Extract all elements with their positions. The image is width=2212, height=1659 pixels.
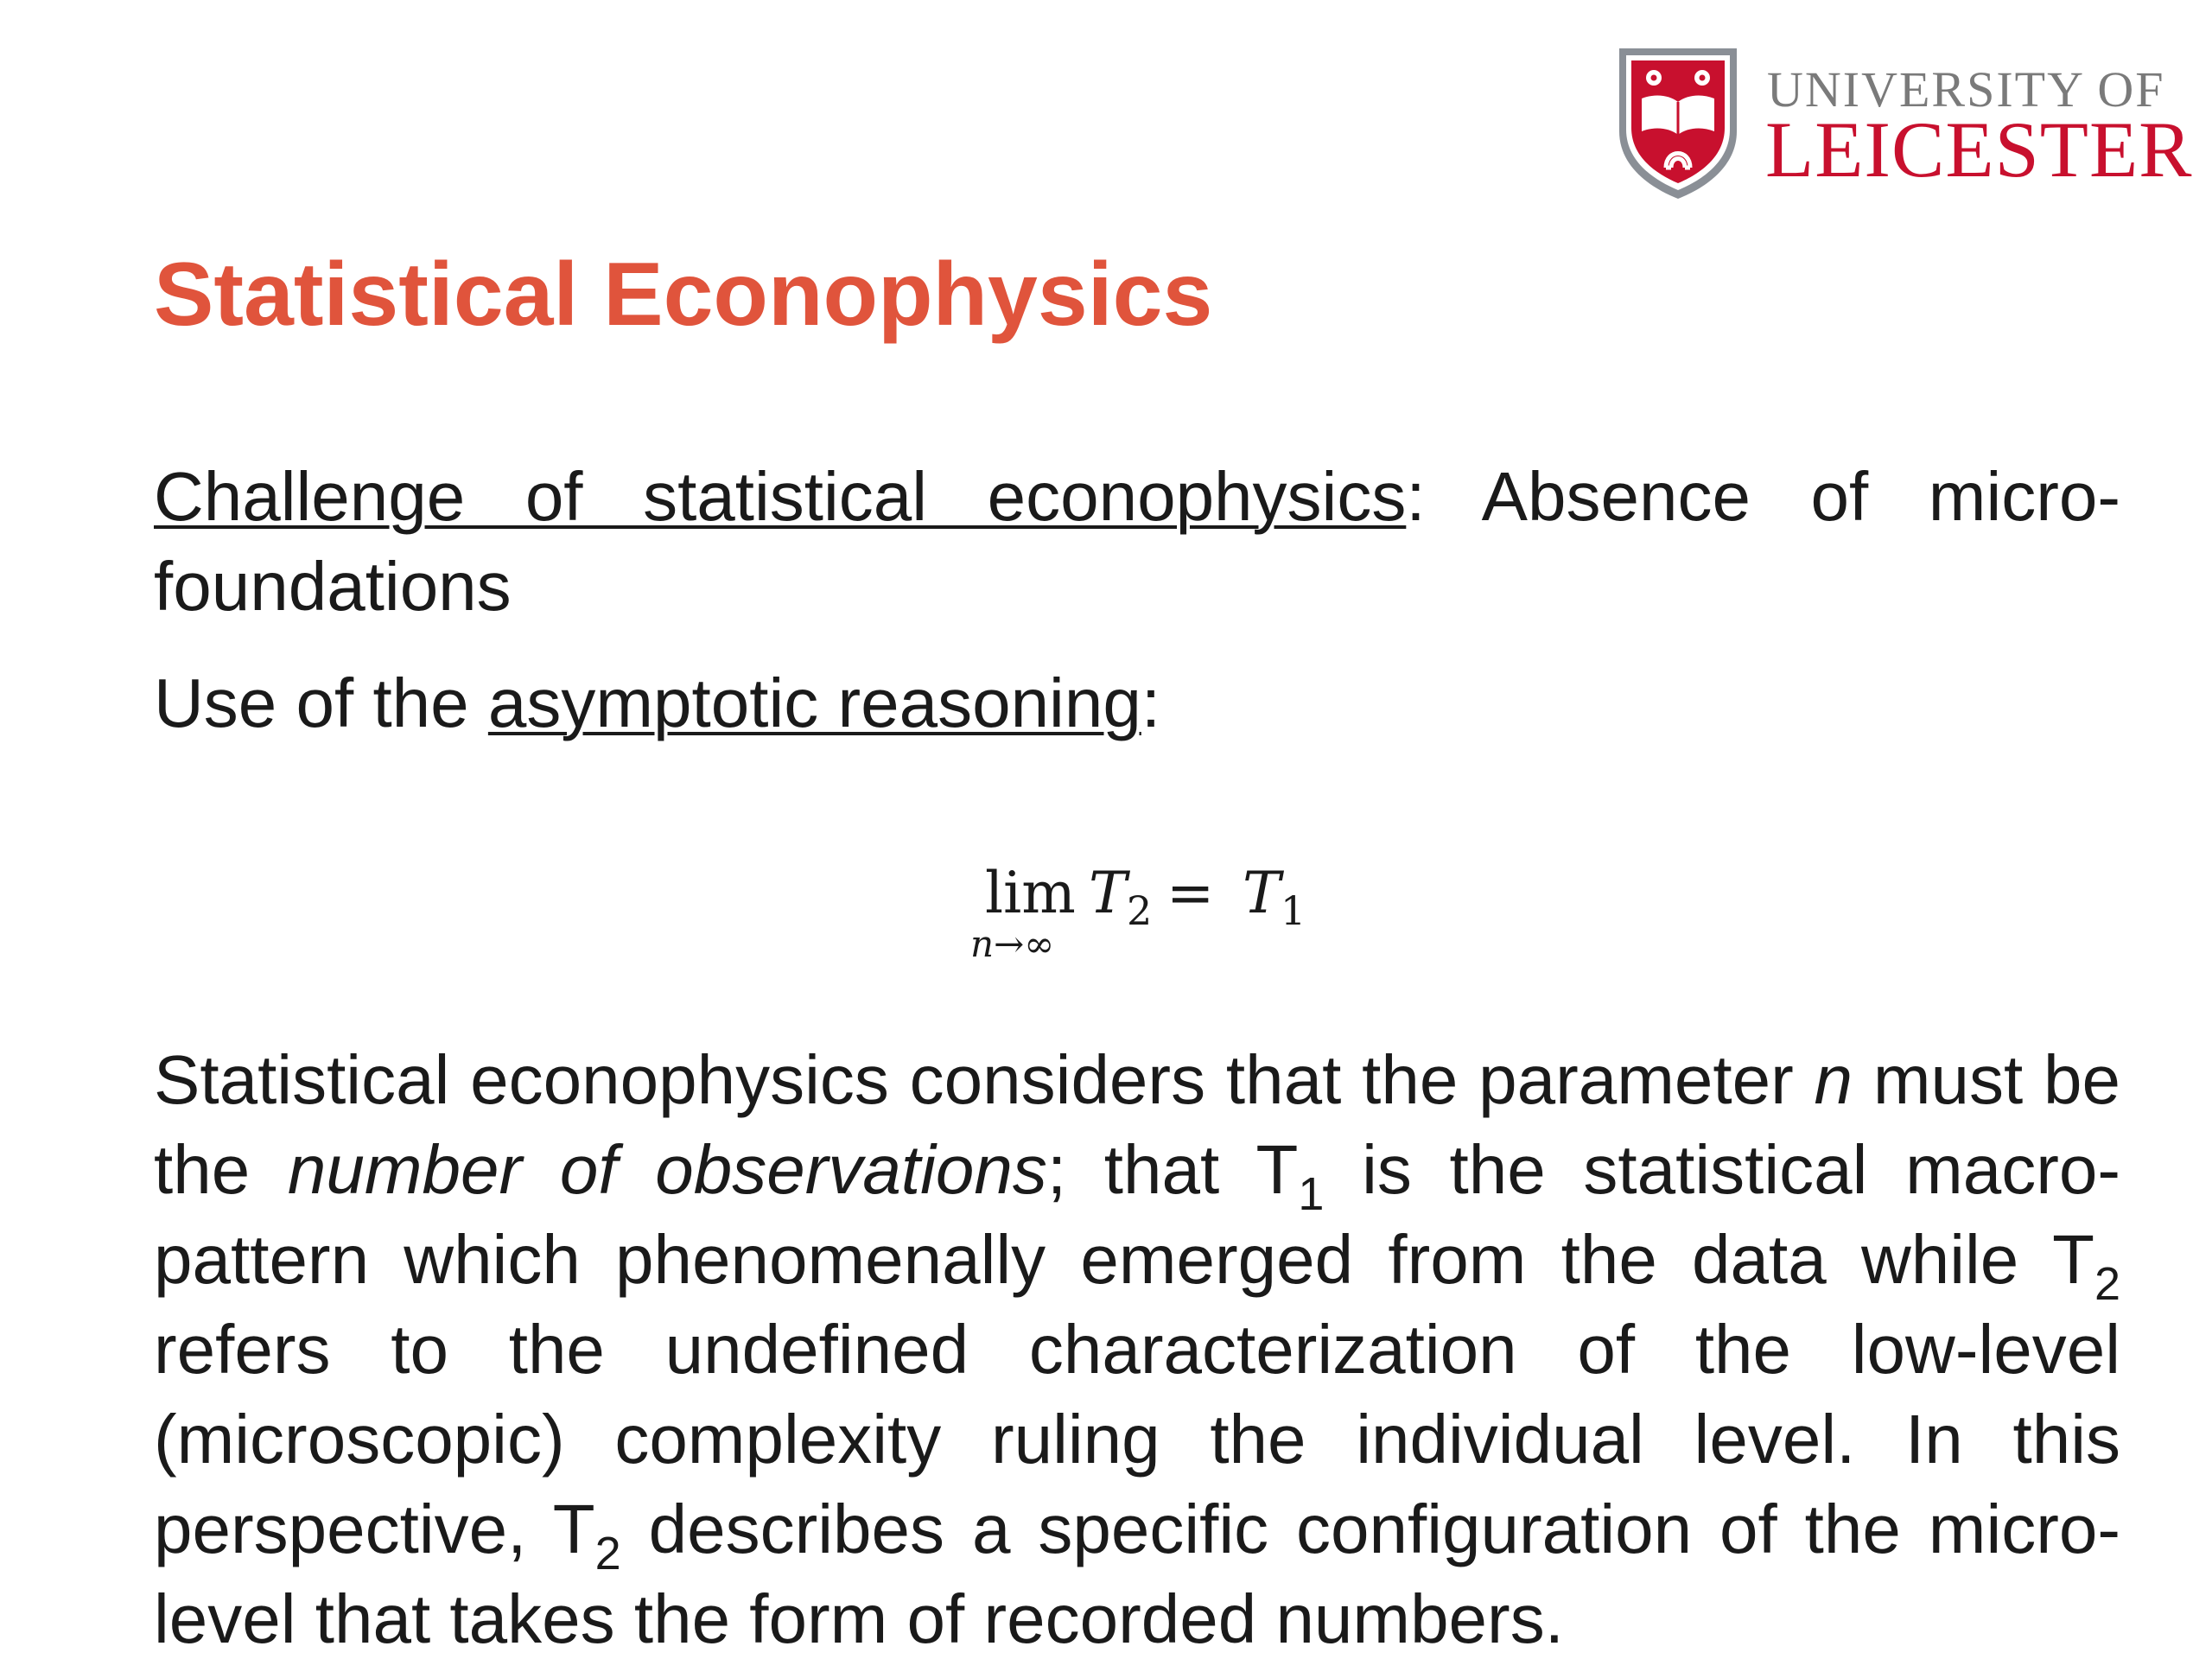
asymptotic-suffix: : — [1141, 664, 1161, 741]
explanation-sub-2: 2 — [2094, 1257, 2120, 1310]
explanation-part-5: refers to the undefined characterization of the low-level (microscopic) complexity ruling the individual level. In this perspective, T — [154, 1311, 2120, 1567]
explanation-sub-1: 1 — [1298, 1167, 1325, 1220]
paragraph-challenge — [154, 452, 2120, 632]
explanation-sub-3: 2 — [594, 1527, 621, 1580]
formula-equals: = — [1166, 860, 1215, 926]
slide-title: Statistical Econophysics — [154, 245, 1213, 345]
explanation-italic-phrase: number of observations — [287, 1131, 1047, 1208]
formula-limit-subscript: n→∞ — [970, 923, 1055, 965]
asymptotic-prefix: Use of the — [154, 664, 488, 741]
explanation-n: n — [1814, 1041, 1853, 1118]
paragraph-explanation — [154, 1035, 2120, 1659]
university-logo — [1616, 45, 2193, 200]
paragraph-asymptotic — [154, 658, 2120, 748]
explanation-part-2: must be the — [154, 1041, 2120, 1208]
formula-t1-var: T — [1243, 860, 1281, 926]
formula-t2-var: T — [1089, 860, 1128, 926]
asymptotic-term: asymptotic reasoning — [487, 664, 1141, 741]
explanation-part-4: is the statistical macro-pattern which phenomenally emerged from the data while T — [154, 1131, 2121, 1298]
challenge-heading: Challenge of statistical econophysics — [154, 458, 1407, 535]
limit-formula — [968, 855, 1313, 976]
explanation-part-6: describes a specific configuration of the micro-level that takes the form of recorded numbers. — [154, 1491, 2120, 1657]
logo-text-university-of: UNIVERSITY OF — [1767, 61, 2165, 118]
logo-text-leicester: LEICESTER — [1765, 105, 2193, 194]
formula-t1 — [1243, 860, 1306, 934]
shield-crest-icon — [1616, 45, 1740, 200]
explanation-part-3: ; that T — [1046, 1131, 1299, 1208]
formula-t2 — [1089, 860, 1153, 934]
explanation-part-1: Statistical econophysics considers that the parameter — [154, 1041, 1815, 1118]
formula-t1-sub: 1 — [1281, 887, 1306, 934]
formula-t2-sub: 2 — [1127, 887, 1153, 934]
challenge-text: : Absence of micro-foundations — [154, 458, 2120, 625]
formula-lim: lim — [985, 860, 1076, 926]
